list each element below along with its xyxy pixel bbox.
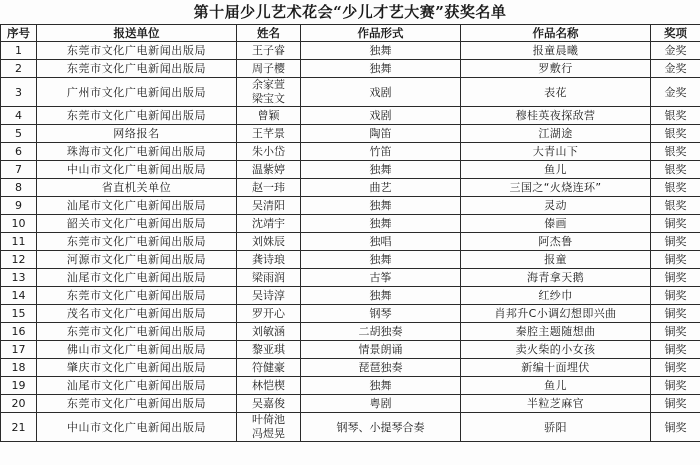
row-index: 13 [1, 269, 37, 287]
row-award: 银奖 [651, 125, 700, 143]
row-index: 4 [1, 107, 37, 125]
row-award: 铜奖 [651, 287, 700, 305]
row-names [237, 233, 301, 251]
row-form: 古筝 [301, 269, 461, 287]
contestant-name: 叶倚池 [252, 413, 285, 426]
row-index: 14 [1, 287, 37, 305]
row-form: 独舞 [301, 287, 461, 305]
row-index: 21 [1, 413, 37, 442]
row-names [237, 197, 301, 215]
row-unit: 网络报名 [37, 125, 237, 143]
row-index: 19 [1, 377, 37, 395]
row-unit: 佛山市文化广电新闻出版局 [37, 341, 237, 359]
row-work: 穆桂英夜探敌营 [461, 107, 651, 125]
header-index: 序号 [1, 25, 37, 42]
row-form: 独舞 [301, 377, 461, 395]
row-award: 铜奖 [651, 359, 700, 377]
row-award: 银奖 [651, 107, 700, 125]
row-unit: 肇庆市文化广电新闻出版局 [37, 359, 237, 377]
row-award: 银奖 [651, 197, 700, 215]
row-unit: 东莞市文化广电新闻出版局 [37, 323, 237, 341]
contestant-name: 王子睿 [252, 44, 285, 57]
row-index: 9 [1, 197, 37, 215]
row-names [237, 359, 301, 377]
row-award: 铜奖 [651, 251, 700, 269]
table-row [1, 60, 700, 78]
row-index: 8 [1, 179, 37, 197]
row-form: 戏剧 [301, 107, 461, 125]
row-index: 3 [1, 78, 37, 107]
row-unit: 东莞市文化广电新闻出版局 [37, 60, 237, 78]
row-unit: 东莞市文化广电新闻出版局 [37, 42, 237, 60]
table-row [1, 359, 700, 377]
row-form: 情景朗诵 [301, 341, 461, 359]
table-row [1, 78, 700, 107]
row-form: 独舞 [301, 161, 461, 179]
row-work: 报童 [461, 251, 651, 269]
award-table [0, 24, 700, 442]
header-work: 作品名称 [461, 25, 651, 42]
table-row [1, 377, 700, 395]
table-row [1, 125, 700, 143]
contestant-name: 王芊景 [252, 127, 285, 140]
row-form: 钢琴 [301, 305, 461, 323]
table-row [1, 323, 700, 341]
row-unit: 广州市文化广电新闻出版局 [37, 78, 237, 107]
row-work: 阿杰鲁 [461, 233, 651, 251]
row-work: 表花 [461, 78, 651, 107]
row-work: 傣画 [461, 215, 651, 233]
award-table-body [1, 42, 700, 442]
contestant-name: 温紫婷 [252, 163, 285, 176]
row-award: 铜奖 [651, 215, 700, 233]
row-work: 鱼儿 [461, 377, 651, 395]
row-form: 粤剧 [301, 395, 461, 413]
contestant-name: 朱小岱 [252, 145, 285, 158]
header-form: 作品形式 [301, 25, 461, 42]
row-index: 12 [1, 251, 37, 269]
row-names [237, 179, 301, 197]
row-unit: 珠海市文化广电新闻出版局 [37, 143, 237, 161]
table-row [1, 179, 700, 197]
row-names [237, 269, 301, 287]
header-unit: 报送单位 [37, 25, 237, 42]
row-work: 江湖途 [461, 125, 651, 143]
row-unit: 汕尾市文化广电新闻出版局 [37, 197, 237, 215]
table-row [1, 161, 700, 179]
table-row [1, 233, 700, 251]
contestant-name: 余家萱 [252, 78, 285, 91]
row-form: 独舞 [301, 215, 461, 233]
table-row [1, 395, 700, 413]
row-names [237, 78, 301, 107]
header-name: 姓名 [237, 25, 301, 42]
table-row [1, 305, 700, 323]
row-names [237, 125, 301, 143]
row-form: 琵琶独奏 [301, 359, 461, 377]
row-award: 铜奖 [651, 323, 700, 341]
row-work: 骄阳 [461, 413, 651, 442]
row-form: 独舞 [301, 60, 461, 78]
row-work: 红纱巾 [461, 287, 651, 305]
row-work: 大青山下 [461, 143, 651, 161]
row-form: 钢琴、小提琴合奏 [301, 413, 461, 442]
row-award: 铜奖 [651, 395, 700, 413]
table-row [1, 197, 700, 215]
row-index: 15 [1, 305, 37, 323]
row-award: 铜奖 [651, 377, 700, 395]
row-names [237, 42, 301, 60]
row-names [237, 107, 301, 125]
row-names [237, 143, 301, 161]
row-form: 竹笛 [301, 143, 461, 161]
row-work: 新编十面埋伏 [461, 359, 651, 377]
row-award: 银奖 [651, 143, 700, 161]
row-award: 银奖 [651, 161, 700, 179]
row-work: 鱼儿 [461, 161, 651, 179]
row-unit: 河源市文化广电新闻出版局 [37, 251, 237, 269]
row-names [237, 341, 301, 359]
row-form: 二胡独奏 [301, 323, 461, 341]
row-names [237, 215, 301, 233]
row-unit: 汕尾市文化广电新闻出版局 [37, 269, 237, 287]
contestant-name: 吴嘉俊 [252, 397, 285, 410]
row-award: 铜奖 [651, 233, 700, 251]
row-unit: 韶关市文化广电新闻出版局 [37, 215, 237, 233]
row-work: 罗敷行 [461, 60, 651, 78]
table-row [1, 42, 700, 60]
row-award: 铜奖 [651, 413, 700, 442]
row-work: 半粒芝麻官 [461, 395, 651, 413]
row-unit: 茂名市文化广电新闻出版局 [37, 305, 237, 323]
contestant-name: 龚诗琅 [252, 253, 285, 266]
contestant-name: 沈靖宇 [252, 217, 285, 230]
row-unit: 汕尾市文化广电新闻出版局 [37, 377, 237, 395]
row-index: 10 [1, 215, 37, 233]
row-form: 陶笛 [301, 125, 461, 143]
row-names [237, 323, 301, 341]
table-row [1, 341, 700, 359]
row-work: 卖火柴的小女孩 [461, 341, 651, 359]
contestant-name: 刘敏涵 [252, 325, 285, 338]
row-names [237, 377, 301, 395]
row-index: 11 [1, 233, 37, 251]
document-title: 第十届少儿艺术花会“少儿才艺大赛”获奖名单 [193, 3, 507, 21]
row-work: 秦腔主题随想曲 [461, 323, 651, 341]
row-form: 独舞 [301, 197, 461, 215]
header-award: 奖项 [651, 25, 700, 42]
contestant-name: 赵一玮 [252, 181, 285, 194]
row-index: 20 [1, 395, 37, 413]
row-award: 银奖 [651, 179, 700, 197]
contestant-name: 梁宝文 [252, 92, 285, 105]
contestant-name: 罗开心 [252, 307, 285, 320]
contestant-name: 吴清阳 [252, 199, 285, 212]
row-work: 海青拿天鹅 [461, 269, 651, 287]
contestant-name: 刘姝辰 [252, 235, 285, 248]
row-award: 铜奖 [651, 341, 700, 359]
row-index: 1 [1, 42, 37, 60]
row-award: 铜奖 [651, 305, 700, 323]
row-index: 18 [1, 359, 37, 377]
row-award: 铜奖 [651, 269, 700, 287]
row-index: 6 [1, 143, 37, 161]
row-index: 5 [1, 125, 37, 143]
row-unit: 东莞市文化广电新闻出版局 [37, 395, 237, 413]
contestant-name: 吴诗淳 [252, 289, 285, 302]
row-work: 报童晨曦 [461, 42, 651, 60]
row-names [237, 305, 301, 323]
row-names [237, 161, 301, 179]
contestant-name: 林恺楔 [252, 379, 285, 392]
row-names [237, 60, 301, 78]
row-index: 16 [1, 323, 37, 341]
contestant-name: 黎亚琪 [252, 343, 285, 356]
row-names [237, 251, 301, 269]
table-row [1, 269, 700, 287]
table-row [1, 251, 700, 269]
row-form: 戏剧 [301, 78, 461, 107]
contestant-name: 冯煜晃 [252, 427, 285, 440]
contestant-name: 梁雨润 [252, 271, 285, 284]
row-form: 独舞 [301, 42, 461, 60]
row-index: 2 [1, 60, 37, 78]
row-unit: 东莞市文化广电新闻出版局 [37, 107, 237, 125]
row-form: 独唱 [301, 233, 461, 251]
row-form: 独舞 [301, 251, 461, 269]
row-work: 灵动 [461, 197, 651, 215]
table-row [1, 413, 700, 442]
contestant-name: 曾颖 [257, 109, 280, 122]
row-award: 金奖 [651, 78, 700, 107]
row-unit: 省直机关单位 [37, 179, 237, 197]
row-unit: 中山市文化广电新闻出版局 [37, 161, 237, 179]
row-unit: 东莞市文化广电新闻出版局 [37, 233, 237, 251]
row-names [237, 413, 301, 442]
row-names [237, 287, 301, 305]
table-header-row [1, 25, 700, 42]
row-names [237, 395, 301, 413]
table-row [1, 287, 700, 305]
row-form: 曲艺 [301, 179, 461, 197]
table-row [1, 215, 700, 233]
row-unit: 东莞市文化广电新闻出版局 [37, 287, 237, 305]
row-index: 17 [1, 341, 37, 359]
contestant-name: 符健豪 [252, 361, 285, 374]
table-row [1, 107, 700, 125]
row-award: 金奖 [651, 42, 700, 60]
contestant-name: 周子樱 [252, 62, 285, 75]
row-unit: 中山市文化广电新闻出版局 [37, 413, 237, 442]
row-work: 肖邦升C小调幻想即兴曲 [461, 305, 651, 323]
table-row [1, 143, 700, 161]
row-award: 金奖 [651, 60, 700, 78]
row-index: 7 [1, 161, 37, 179]
row-work: 三国之“火烧连环” [461, 179, 651, 197]
